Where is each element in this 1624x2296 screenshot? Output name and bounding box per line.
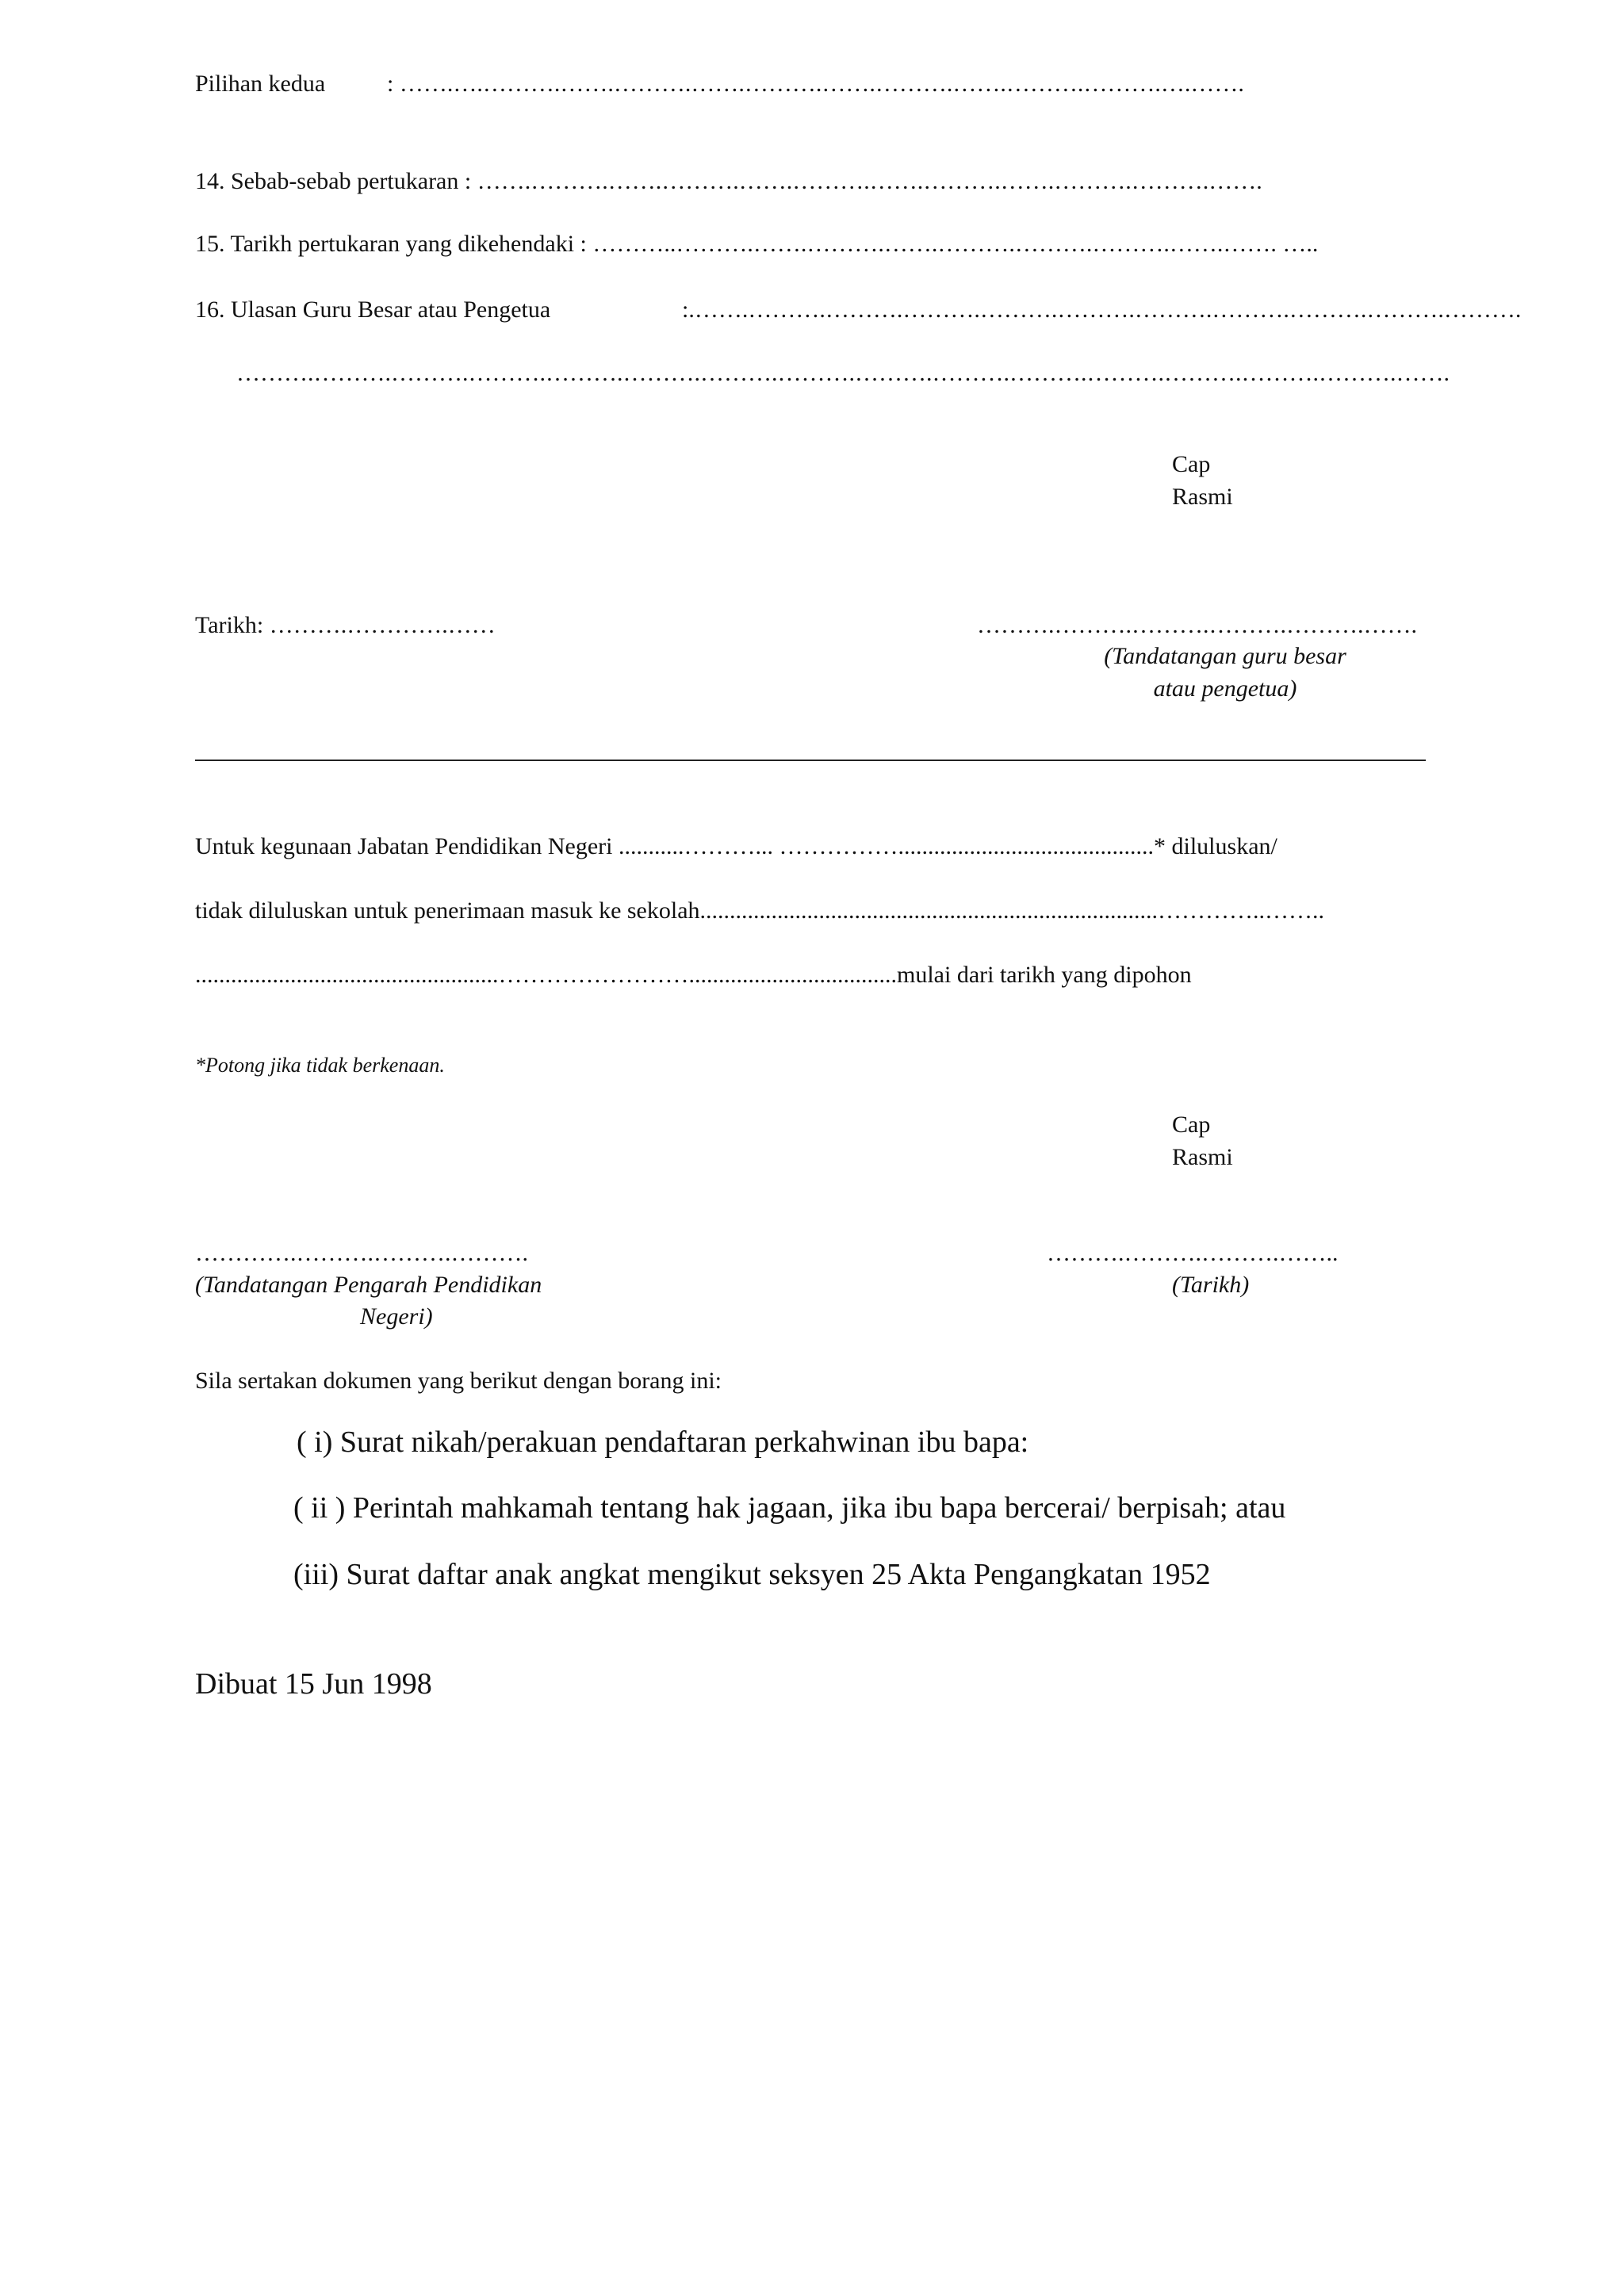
documents-item-2: ( ii ) Perintah mahkamah tentang hak jagaan, jika ibu bapa bercerai/ berpisah; atau <box>293 1491 1286 1525</box>
documents-item-1: ( i) Surat nikah/perakuan pendaftaran perkahwinan ibu bapa: <box>297 1425 1029 1459</box>
section-divider <box>195 760 1426 761</box>
official-stamp-label-4: Rasmi <box>1172 1144 1233 1170</box>
director-signature-caption-2: Negeri) <box>360 1303 433 1330</box>
headmaster-signature-caption-2: atau pengetua) <box>1153 675 1297 702</box>
office-use-line-1: Untuk kegunaan Jabatan Pendidikan Negeri ...........………... ……………...........................................* diluluskan/ <box>195 833 1277 859</box>
official-stamp-label-3: Cap <box>1172 1112 1211 1138</box>
documents-intro: Sila sertakan dokumen yang berikut dengan borang ini: <box>195 1368 722 1394</box>
item-16-comment-continuation: ……….……….……….……….……….……….……….……….……….……….……….……….……….……….……….……. <box>236 360 1450 386</box>
item-16-comment-label: 16. Ulasan Guru Besar atau Pengetua <box>195 297 551 323</box>
director-date-line: ……….……….……….…….. <box>1047 1240 1339 1266</box>
item-16-comment-field: :.…….……….……….……….……….……….……….……….……….……….………. <box>682 297 1522 323</box>
official-stamp-label-1: Cap <box>1172 451 1211 477</box>
pilihan-kedua-field: : …….….……….…….……….…….……….…….……….…….……….……….….……. <box>387 71 1244 97</box>
pilihan-kedua-label: Pilihan kedua <box>195 71 326 97</box>
documents-item-3: (iii) Surat daftar anak angkat mengikut seksyen 25 Akta Pengangkatan 1952 <box>293 1558 1211 1591</box>
item-15-transfer-date: 15. Tarikh pertukaran yang dikehendaki : ………..……….…….……….…….……….……….……….…….……. ….. <box>195 231 1319 257</box>
office-use-line-3: ...................................................……………………...................................mulai dari tarikh yang dipohon <box>195 962 1192 988</box>
official-stamp-label-2: Rasmi <box>1172 484 1233 510</box>
director-signature-line: ………….……….……….………. <box>195 1240 528 1266</box>
issue-date: Dibuat 15 Jun 1998 <box>195 1667 432 1701</box>
office-use-line-2: tidak diluluskan untuk penerimaan masuk ke sekolah.............................................................................…………..…….. <box>195 897 1325 924</box>
director-signature-caption-1: (Tandatangan Pengarah Pendidikan <box>195 1272 542 1298</box>
item-14-reason: 14. Sebab-sebab pertukaran : …….……….…….……….…….……….…….……….…….……….……….……. <box>195 168 1262 194</box>
date-field: Tarikh: ……….………….…… <box>195 612 496 638</box>
director-date-caption: (Tarikh) <box>1172 1272 1250 1298</box>
headmaster-signature-line: ……….……….……….……….……….……. <box>977 612 1417 638</box>
headmaster-signature-caption-1: (Tandatangan guru besar <box>1104 643 1346 669</box>
footnote: *Potong jika tidak berkenaan. <box>195 1054 445 1077</box>
